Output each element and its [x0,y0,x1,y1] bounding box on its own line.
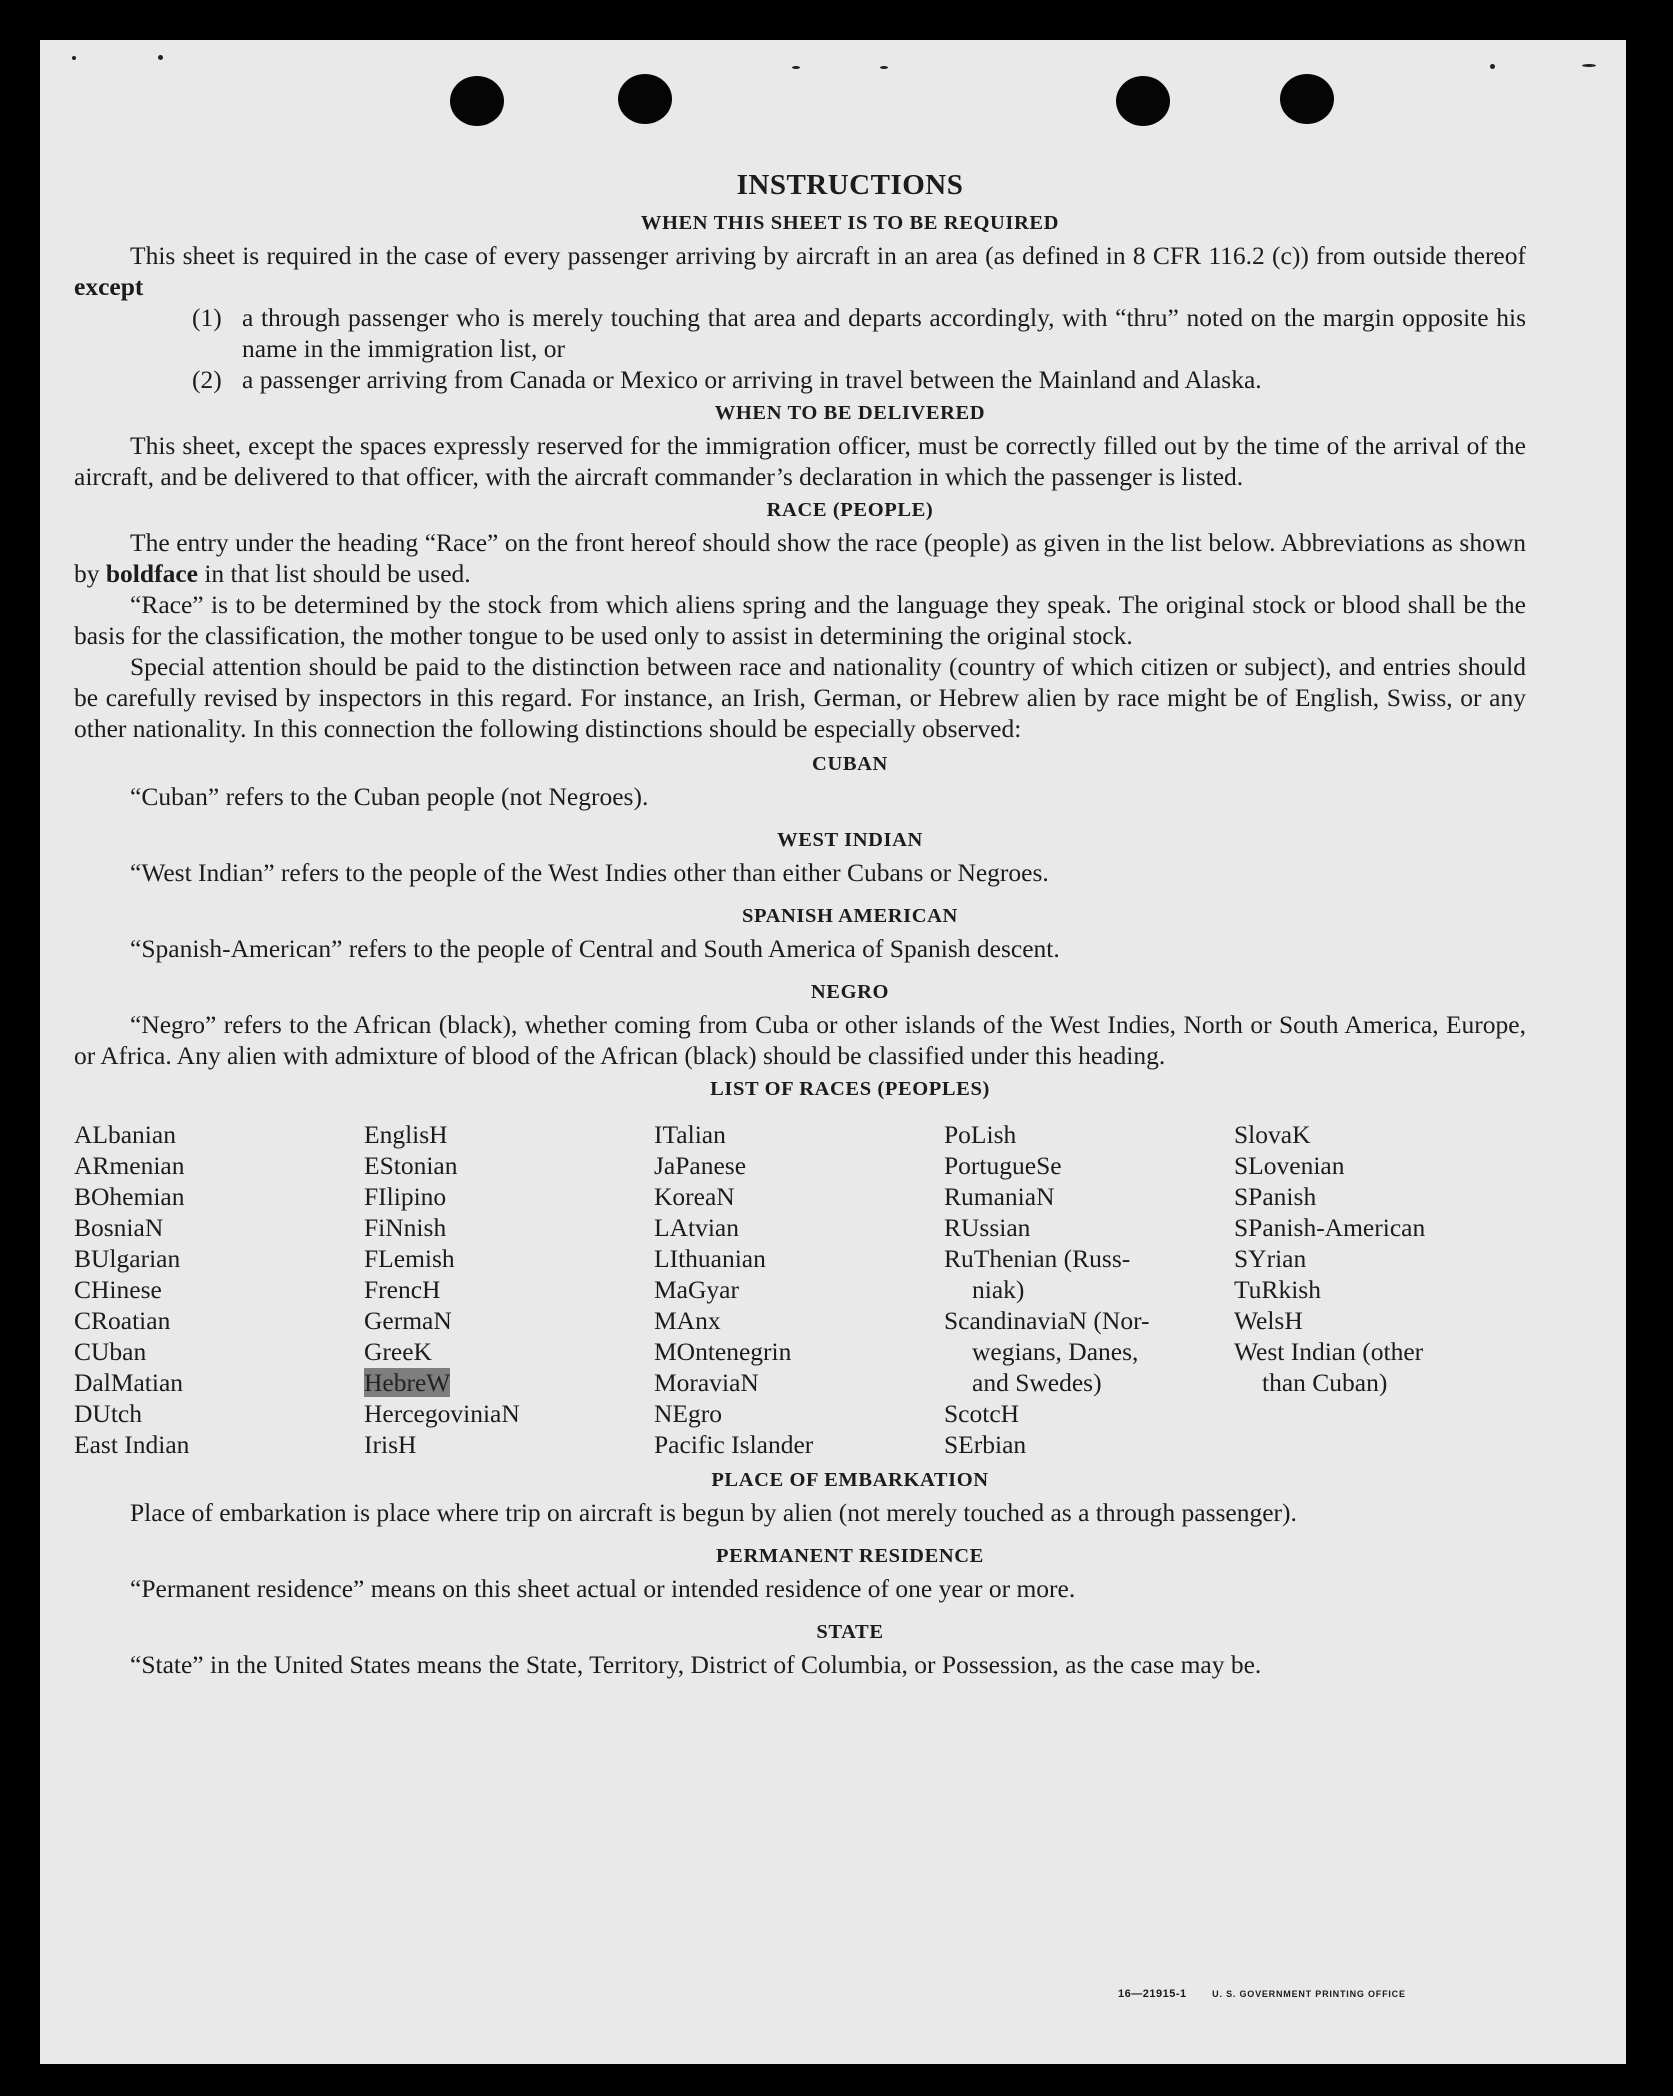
race-item: PoLish [944,1120,1017,1149]
paragraph: “West Indian” refers to the people of the West Indies other than either Cubans or Negroes. [130,858,1049,887]
race-item: FLemish [364,1244,455,1273]
paper-speck [158,55,163,60]
race-item: ScotcH [944,1399,1020,1428]
paragraph: “Race” is to be determined by the stock from which aliens spring and the language they speak. The original stock or blood shall be the basis for the classification, the mother tongue to be used only to assist in determining the original stock. [74,590,1526,650]
punch-hole [1280,74,1334,124]
races-column [74,1119,364,1460]
race-item: NEgro [654,1399,722,1428]
race-item [364,1367,654,1398]
exception-text: a through passenger who is merely touching that area and departs accordingly, with “thru” noted on the margin opposite his name in the immigration list, or [242,303,1526,363]
race-item: MaGyar [654,1275,739,1304]
race-item: MOntenegrin [654,1337,792,1366]
race-item: EStonian [364,1151,458,1180]
paper-speck [72,56,76,60]
race-item: DUtch [74,1399,142,1428]
race-item: HercegoviniaN [364,1399,520,1428]
race-item: Pacific Islander [654,1430,814,1459]
bold-text: boldface [105,559,198,588]
paragraph-text: in that list should be used. [204,559,471,588]
race-item: CRoatian [74,1306,171,1335]
exception-number: (2) [192,365,222,394]
race-item: RumaniaN [944,1182,1055,1211]
section-heading: WHEN THIS SHEET IS TO BE REQUIRED [640,212,1060,234]
race-item: GreeK [364,1337,432,1366]
paragraph-text: The entry under the heading “Race” on the front hereof should show the race (people) as given in the list below. Abbreviations as shown by [74,528,1526,588]
race-item: RuThenian (Russ- [944,1244,1131,1273]
race-item: CUban [74,1337,147,1366]
punch-hole [618,74,672,124]
paper-speck [880,66,888,69]
form-footer [1118,1988,1428,2000]
paragraph [74,240,1526,302]
race-item: EnglisH [364,1120,448,1149]
race-item: FrencH [364,1275,441,1304]
paper-speck [792,66,800,69]
race-item: KoreaN [654,1182,735,1211]
race-item: MAnx [654,1306,721,1335]
section-heading: PLACE OF EMBARKATION [711,1469,989,1491]
race-item: FiNnish [364,1213,447,1242]
race-item: SPanish-American [1234,1213,1426,1242]
bold-text: except [74,272,144,301]
race-item: ALbanian [74,1120,176,1149]
race-item-highlighted: HebreW [364,1368,451,1397]
section-heading: PERMANENT RESIDENCE [716,1545,984,1567]
race-item-continued: and Swedes) [972,1368,1102,1397]
section-heading: LIST OF RACES (PEOPLES) [710,1078,990,1100]
printer-imprint: U. S. GOVERNMENT PRINTING OFFICE [1212,1989,1406,1999]
race-item: IrisH [364,1430,417,1459]
races-list [74,1119,1526,1460]
exception-number: (1) [192,303,222,332]
paragraph: This sheet, except the spaces expressly reserved for the immigration officer, must be correctly filled out by the time of the arrival of the aircraft, and be delivered to that officer, with the aircraft commander’s declaration in which the passenger is listed. [74,431,1526,491]
race-item-continued: than Cuban) [1262,1368,1388,1397]
paragraph: “Permanent residence” means on this sheet actual or intended residence of one year or more. [130,1574,1076,1603]
section-heading: WEST INDIAN [777,829,923,851]
race-item: SYrian [1234,1244,1307,1273]
race-item: ITalian [654,1120,726,1149]
paragraph [74,527,1526,589]
race-item: TuRkish [1234,1275,1321,1304]
paragraph: “Spanish-American” refers to the people of Central and South America of Spanish descent. [130,934,1060,963]
exception-item [192,364,1526,395]
races-column [944,1119,1234,1460]
race-item: SErbian [944,1430,1027,1459]
paragraph: “Negro” refers to the African (black), whether coming from Cuba or other islands of the West Indies, North or South America, Europe, or Africa. Any alien with admixture of blood of the African (black) should be classified under this heading. [74,1010,1526,1070]
paragraph: Special attention should be paid to the distinction between race and nationality (country of which citizen or subject), and entries should be carefully revised by inspectors in this regard. For instance, an Irish, German, or Hebrew alien by race might be of English, Swiss, or any other nationality. In this connection the following distinctions should be especially observed: [74,652,1526,743]
section-heading: CUBAN [812,753,888,775]
exception-item [192,302,1526,364]
race-item: BosniaN [74,1213,164,1242]
race-item: BUlgarian [74,1244,181,1273]
race-item-continued: niak) [972,1275,1025,1304]
section-heading: SPANISH AMERICAN [742,905,958,927]
race-item: PortugueSe [944,1151,1062,1180]
race-item: SlovaK [1234,1120,1311,1149]
race-item: BOhemian [74,1182,185,1211]
race-item: FIlipino [364,1182,447,1211]
section-heading: STATE [816,1621,884,1643]
section-heading: WHEN TO BE DELIVERED [714,402,986,424]
page-title: INSTRUCTIONS [736,169,964,201]
paper-speck [1582,64,1596,67]
races-column [654,1119,944,1460]
form-number: 16—21915-1 [1118,1988,1187,2000]
race-item: DalMatian [74,1368,184,1397]
race-item: MoraviaN [654,1368,759,1397]
race-item: GermaN [364,1306,452,1335]
race-item: East Indian [74,1430,190,1459]
race-item: LAtvian [654,1213,739,1242]
race-item: RUssian [944,1213,1031,1242]
exception-text: a passenger arriving from Canada or Mexico or arriving in travel between the Mainland and Alaska. [242,365,1262,394]
instructions-body [74,170,1526,1680]
races-column [1234,1119,1524,1460]
paragraph: Place of embarkation is place where trip on aircraft is begun by alien (not merely touched as a through passenger). [130,1498,1297,1527]
document-sheet [40,40,1626,2064]
race-item: ARmenian [74,1151,185,1180]
race-item: JaPanese [654,1151,747,1180]
punch-hole [450,76,504,126]
paragraph-text: This sheet is required in the case of every passenger arriving by aircraft in an area (as defined in 8 CFR 116.2 (c)) from outside thereof [130,241,1526,270]
punch-hole [1116,76,1170,126]
race-item: LIthuanian [654,1244,766,1273]
paper-speck [1490,64,1495,69]
race-item: SPanish [1234,1182,1317,1211]
race-item: CHinese [74,1275,162,1304]
race-item: SLovenian [1234,1151,1345,1180]
races-column [364,1119,654,1460]
race-item: WelsH [1234,1306,1303,1335]
section-heading: NEGRO [810,981,890,1003]
race-item: West Indian (other [1234,1337,1424,1366]
race-item-continued: wegians, Danes, [972,1337,1139,1366]
section-heading: RACE (PEOPLE) [766,499,934,521]
paragraph: “State” in the United States means the State, Territory, District of Columbia, or Possession, as the case may be. [130,1650,1262,1679]
race-item: ScandinaviaN (Nor- [944,1306,1150,1335]
paragraph: “Cuban” refers to the Cuban people (not Negroes). [130,782,649,811]
